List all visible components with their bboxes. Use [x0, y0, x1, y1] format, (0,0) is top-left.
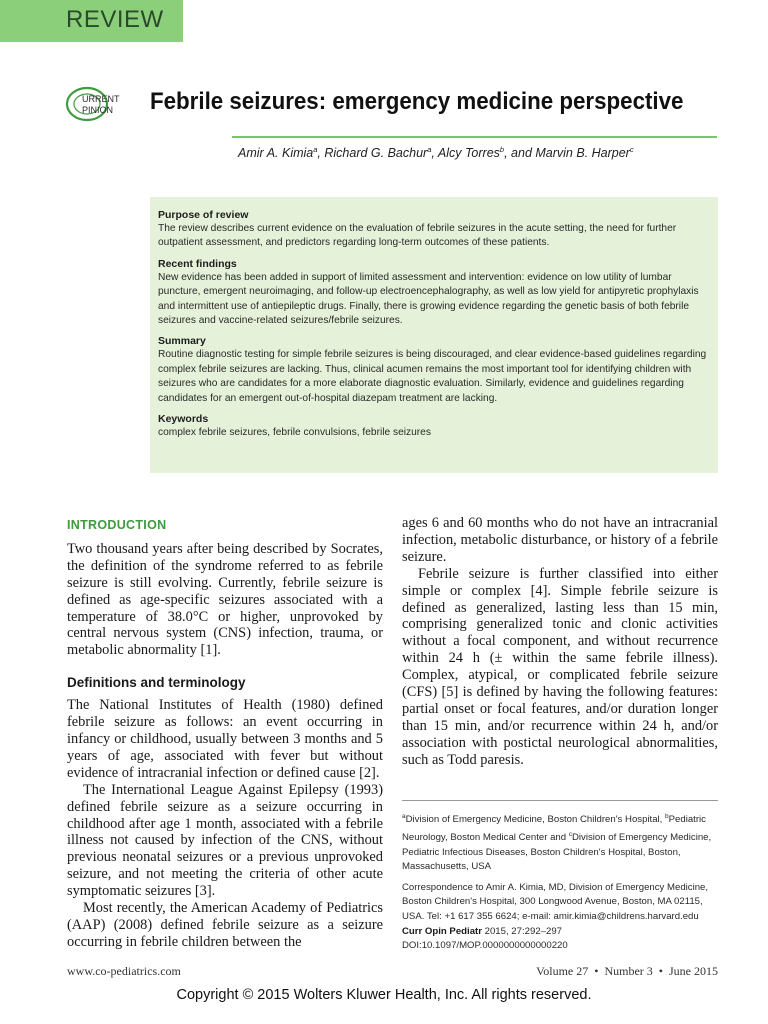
body-column-left	[67, 515, 383, 951]
footnote-divider	[402, 800, 718, 801]
current-opinion-logo	[63, 84, 133, 124]
abstract-heading-findings: Recent findings	[158, 257, 237, 270]
abstract-text-summary: Routine diagnostic testing for simple febrile seizures is being discouraged, and clear evidence-based guidelines regarding complex febrile seizures are lacking. Thus, clinical acumen remains the most important tool for identifying children with seizures who are candidates for a more elaborate diagnostic evaluation. Similarly, evidence and guidelines regarding candidates for an emergent out-of-hospital diazepam treatment are lacking.	[158, 349, 707, 404]
logo-line2: PINION	[82, 105, 114, 115]
correspondence: Correspondence to Amir A. Kimia, MD, Division of Emergency Medicine, Boston Children's Hospital, 300 Longwood Avenue, Boston, MA 02115, USA. Tel: +1 617 355 6624; e-mail: amir.kimia@childrens.harvard.edu	[402, 881, 709, 922]
abstract-heading-summary: Summary	[158, 335, 206, 348]
author-affiliation: b	[499, 145, 505, 154]
author-affiliation: a	[427, 145, 432, 154]
journal-website[interactable]: www.co-pediatrics.com	[67, 964, 181, 978]
section-tab	[0, 0, 183, 42]
section-heading-introduction: INTRODUCTION	[67, 518, 167, 532]
abstract-heading-keywords: Keywords	[158, 413, 209, 426]
author-name: Alcy Torres	[437, 146, 500, 161]
footnotes	[402, 810, 720, 954]
section-tab-label: REVIEW	[66, 6, 164, 33]
issue-date: June 2015	[669, 964, 718, 978]
logo-line1: URRENT	[82, 94, 120, 104]
journal-name: Curr Opin Pediatr	[402, 925, 482, 937]
paragraph: The National Institutes of Health (1980) defined febrile seizure as follows: an event occurring in infancy or childhood, usually between 3 months and 5 years of age, associated with fever but without evidence of intracranial infection or defined cause [2].	[67, 697, 383, 781]
abstract-text-purpose: The review describes current evidence on the evaluation of febrile seizures in the acute setting, the need for further outpatient assessment, and predictors regarding long-term outcomes of these patients.	[158, 223, 677, 249]
title-divider	[232, 136, 717, 138]
body-column-right	[402, 515, 718, 769]
subsection-heading-definitions: Definitions and terminology	[67, 675, 246, 691]
abstract-heading-purpose: Purpose of review	[158, 209, 249, 221]
doi: DOI:10.1097/MOP.0000000000000220	[402, 940, 568, 952]
author-name: Amir A. Kimia	[238, 146, 314, 161]
paragraph: Most recently, the American Academy of Pediatrics (AAP) (2008) defined febrile seizure as a seizure occurring in febrile children between the	[67, 900, 383, 950]
paragraph: Febrile seizure is further classified into either simple or complex [4]. Simple febrile seizure is defined as generalized, lasting less than 15 min, comprising generalized tonic and clonic activities without a focal component, and without recurrence within 24 h (± within the same febrile illness). Complex, atypical, or complicated febrile seizure (CFS) [5] is defined by having the following features: partial onset or focal features, and/or duration longer than 15 min, and/or recurrence within 24 h, and/or association with postictal neurological abnormalities, such as Todd paresis.	[402, 565, 718, 768]
copyright-notice: Copyright © 2015 Wolters Kluwer Health, Inc. All rights reserved.	[176, 987, 592, 1003]
author-affiliation: c	[629, 145, 634, 154]
author-affiliation: a	[313, 145, 318, 154]
paragraph: The International League Against Epilepsy (1993) defined febrile seizure as a seizure occurring in childhood after age 1 month, associated with a febrile illness not caused by infection of the CNS, without previous neonatal seizures or a previous unprovoked seizure, and not meeting the criteria of other acute symptomatic seizures [3].	[67, 781, 383, 900]
author-name: Richard G. Bachur	[324, 146, 428, 161]
issue-volume: Volume 27	[536, 964, 589, 978]
author-list: Amir A. Kimia$^a$, Richard G. Bachur$^a$, Alcy Torres$^b$, and Marvin B. Harper$^c$	[238, 145, 634, 161]
abstract-text-keywords: complex febrile seizures, febrile convulsions, febrile seizures	[158, 427, 431, 439]
affiliations: $^a$Division of Emergency Medicine, Boston Children's Hospital, $^b$Pediatric Neurology, Boston Medical Center and $^c$Division of Emergency Medicine, Pediatric Infectious Diseases, Boston Children's Hospital, Boston, Massachusetts, USA	[402, 813, 712, 873]
paragraph: Two thousand years after being described by Socrates, the definition of the syndrome referred to as febrile seizure is still evolving. Currently, febrile seizure is defined as age-specific seizures associated with a temperature of 38.0°C or higher, unprovoked by central nervous system (CNS) infection, trauma, or metabolic abnormality [1].	[67, 540, 383, 659]
journal-citation: Curr Opin Pediatr 2015, 27:292–297	[402, 925, 562, 937]
abstract-text-findings: New evidence has been added in support of limited assessment and intervention: evidence on low utility of lumbar puncture, emergent neuroimaging, and follow-up electroencephalography, as well as low yield for antipyretic prophylaxis and intermittent use of antiepileptic drugs. Finally, there is growing evidence regarding the genetic basis of both febrile seizures and vaccine-related seizures/febrile seizures.	[158, 271, 699, 327]
article-title: Febrile seizures: emergency medicine perspective	[150, 88, 684, 115]
paragraph: ages 6 and 60 months who do not have an intracranial infection, metabolic disturbance, or history of a febrile seizure.	[402, 515, 718, 565]
abstract-box	[150, 197, 718, 473]
issue-info: Volume 27 • Number 3 • June 2015	[536, 964, 718, 978]
author-name: Marvin B. Harper	[535, 146, 630, 161]
issue-number: Number 3	[604, 964, 653, 978]
